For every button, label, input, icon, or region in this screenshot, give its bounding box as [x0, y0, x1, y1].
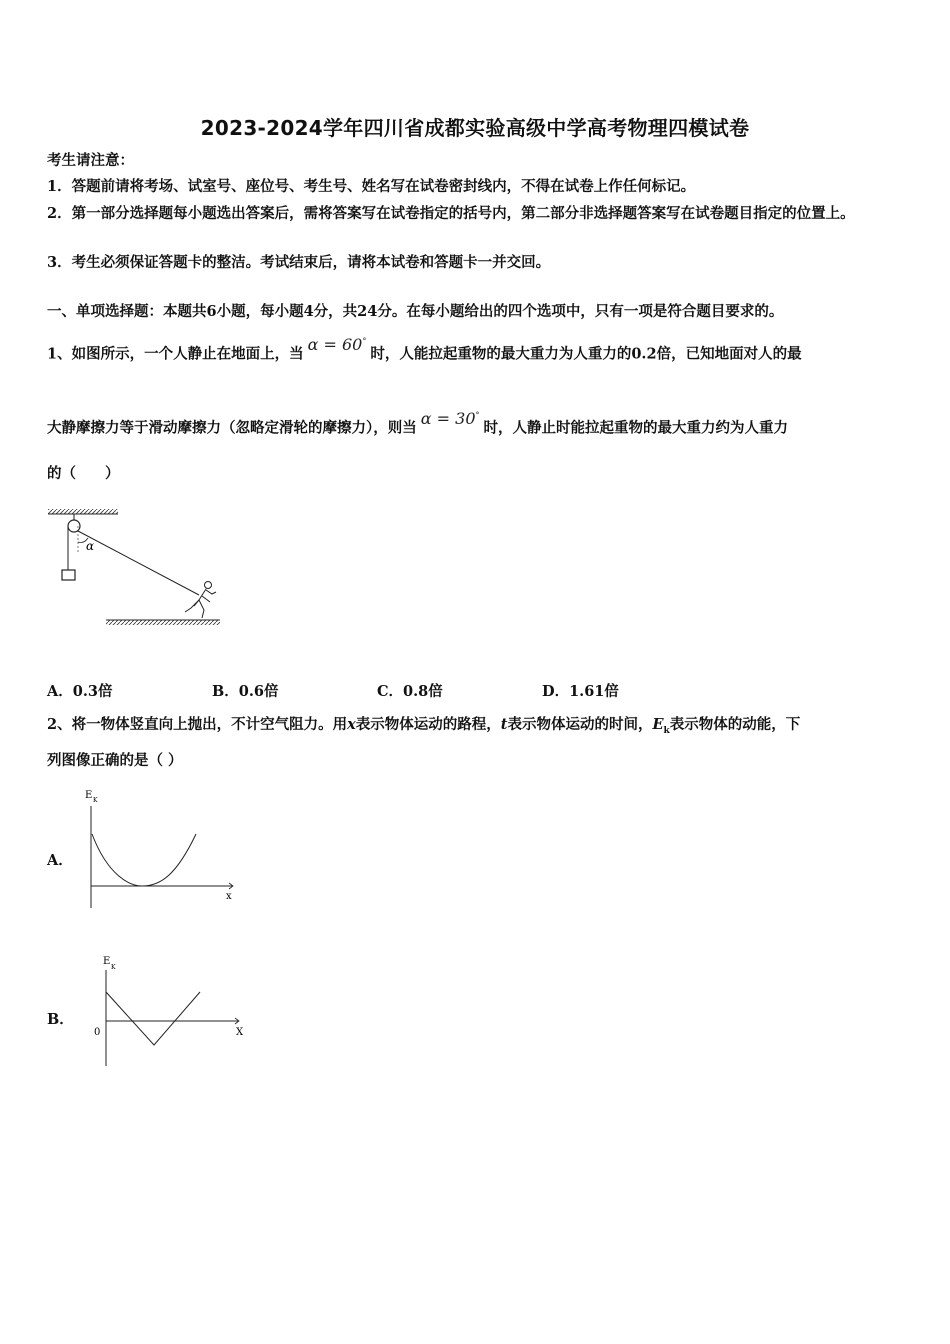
option-b[interactable]: B．0.6倍 [212, 683, 279, 700]
q2-text-a: 2、将一物体竖直向上抛出，不计空气阻力。用 [47, 716, 348, 733]
notice-heading: 考生请注意： [47, 152, 134, 169]
graph-a-label[interactable]: A． [47, 852, 73, 869]
graph-a-y-sub: K [93, 797, 98, 804]
graph-a [80, 784, 245, 914]
notice-item-2: 2．第一部分选择题每小题选出答案后，需将答案写在试卷指定的括号内，第二部分非选择题答案写在试卷题目指定的位置上。 [47, 205, 855, 222]
question-1-line-3: 的（ ） [47, 465, 120, 482]
option-c[interactable]: C．0.8倍 [377, 683, 443, 700]
var-e: E [652, 716, 664, 733]
q2-text-c: 表示物体运动的时间， [507, 716, 653, 733]
graph-b-label[interactable]: B． [47, 1011, 74, 1028]
graph-a-y-label: E [85, 790, 93, 801]
notice-item-1: 1．答题前请将考场、试室号、座位号、考生号、姓名写在试卷密封线内，不得在试卷上作任何标记。 [47, 178, 696, 195]
hanging-weight [62, 570, 75, 580]
page-title: 2023-2024学年四川省成都实验高级中学高考物理四模试卷 [200, 116, 750, 140]
q2-text-d: 表示物体的动能，下 [669, 716, 801, 733]
graph-b-y-sub: K [111, 964, 116, 971]
graph-b-x-label: X [236, 1027, 244, 1038]
question-1-line-1 [47, 335, 907, 365]
q2-text-b: 表示物体运动的路程， [355, 716, 501, 733]
ceiling-hatch [48, 509, 118, 514]
alpha-60-value: α = 60 [307, 335, 363, 355]
option-d[interactable]: D．1.61倍 [542, 683, 619, 700]
alpha-30-formula: α = 30° [420, 409, 480, 429]
var-k: k [663, 725, 670, 736]
var-t: t [500, 716, 508, 733]
graph-b-line [106, 992, 200, 1045]
graph-b-origin: 0 [94, 1027, 101, 1038]
question-2-line-1 [47, 714, 907, 742]
q1-text-part3: 大静摩擦力等于滑动摩擦力（忽略定滑轮的摩擦力），则当 [47, 419, 417, 437]
graph-b [88, 950, 253, 1070]
var-x: x [347, 716, 356, 733]
q1-text-part4: 时，人静止时能拉起重物的最大重力约为人重力 [483, 419, 788, 437]
q1-text-part2: 时，人能拉起重物的最大重力为人重力的0.2倍，已知地面对人的最 [370, 345, 802, 363]
graph-b-y-label: E [103, 956, 111, 967]
alpha-60-formula: α = 60° [307, 335, 367, 355]
rope-diagonal [78, 531, 199, 595]
section-heading: 一、单项选择题：本题共6小题，每小题4分，共24分。在每小题给出的四个选项中，只有一项是符合题目要求的。 [47, 303, 784, 320]
person-figure [185, 582, 216, 619]
graph-a-x-label: x [226, 891, 232, 902]
notice-item-3: 3．考生必须保证答题卡的整洁。考试结束后，请将本试卷和答题卡一并交回。 [47, 254, 551, 271]
question-2-line-2: 列图像正确的是（ ） [47, 752, 183, 769]
graph-a-curve [92, 834, 196, 886]
question-1-line-2 [47, 409, 907, 439]
option-a[interactable]: A．0.3倍 [47, 683, 113, 700]
pulley-figure [44, 502, 224, 632]
q1-text-part1: 1、如图所示，一个人静止在地面上，当 [47, 345, 304, 363]
alpha-30-value: α = 30 [420, 409, 476, 429]
alpha-label: α [86, 539, 95, 553]
ground-hatch [106, 620, 220, 625]
